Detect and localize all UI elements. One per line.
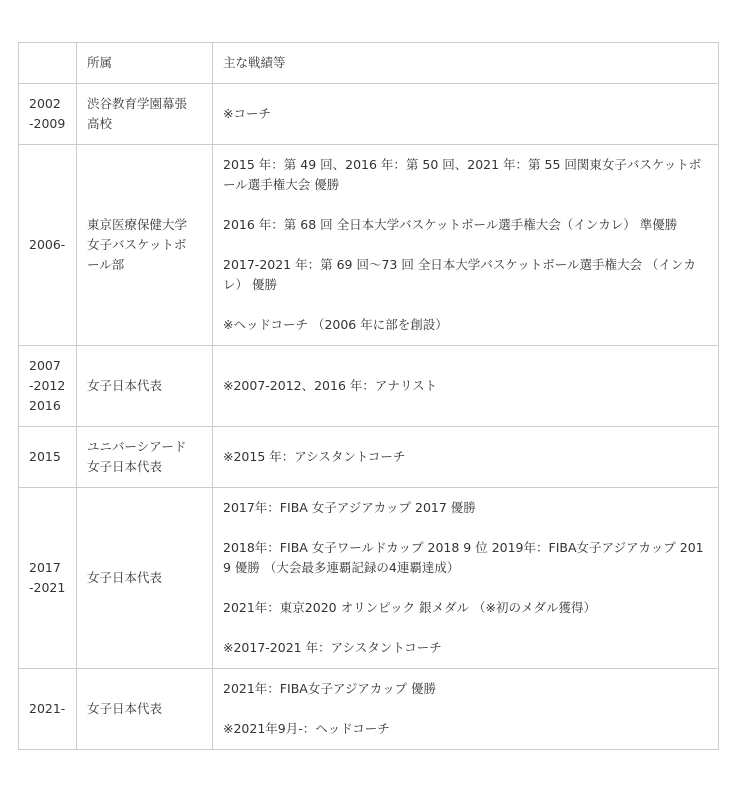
year-line: 2007 bbox=[29, 358, 61, 373]
achievement-paragraph bbox=[223, 315, 708, 335]
achievement-line: ※ヘッドコーチ （2006 年に部を創設） bbox=[223, 317, 448, 332]
year-line: 2006- bbox=[29, 237, 66, 252]
year-line: 2016 bbox=[29, 398, 61, 413]
achievement-line: ※2021年9月-：ヘッドコーチ bbox=[223, 721, 390, 736]
achievement-line: 2016 年：第 68 回 全日本大学バスケットボール選手権大会（インカレ） 準優勝 bbox=[223, 217, 678, 232]
table-row bbox=[19, 346, 719, 427]
year-cell bbox=[19, 84, 77, 145]
achievement-line: 2021年：FIBA女子アジアカップ 優勝 bbox=[223, 681, 437, 696]
achievement-line: ール選手権大会 優勝 bbox=[223, 177, 340, 192]
achievements-cell bbox=[213, 84, 719, 145]
achievement-paragraph bbox=[223, 255, 708, 295]
year-cell bbox=[19, 669, 77, 750]
achievement-line: 2018年：FIBA 女子ワールドカップ 2018 9 位 2019年：FIBA女子アジアカップ 201 bbox=[223, 540, 704, 555]
affiliation-cell bbox=[77, 669, 213, 750]
achievement-line: レ） 優勝 bbox=[223, 277, 277, 292]
achievement-paragraph bbox=[223, 215, 708, 235]
year-cell bbox=[19, 346, 77, 427]
achievement-paragraph bbox=[223, 498, 708, 518]
table-row bbox=[19, 427, 719, 488]
table-row bbox=[19, 488, 719, 669]
achievement-paragraph bbox=[223, 638, 708, 658]
affiliation-line: 渋谷教育学園幕張 bbox=[87, 96, 188, 111]
achievement-line: 2021年：東京2020 オリンピック 銀メダル （※初のメダル獲得） bbox=[223, 600, 597, 615]
affiliation-cell bbox=[77, 427, 213, 488]
year-line: 2017 bbox=[29, 560, 61, 575]
header-row bbox=[19, 43, 719, 84]
achievement-paragraph bbox=[223, 447, 708, 467]
achievement-paragraph bbox=[223, 104, 708, 124]
affiliation-line: 女子日本代表 bbox=[87, 701, 163, 716]
affiliation-line: 女子日本代表 bbox=[87, 459, 163, 474]
table-row bbox=[19, 669, 719, 750]
achievement-line: 2017年：FIBA 女子アジアカップ 2017 優勝 bbox=[223, 500, 476, 515]
table-row bbox=[19, 84, 719, 145]
affiliation-cell bbox=[77, 84, 213, 145]
achievement-line: 2017-2021 年：第 69 回〜73 回 全日本大学バスケットボール選手権大会 （インカ bbox=[223, 257, 696, 272]
affiliation-cell bbox=[77, 145, 213, 346]
achievement-line: ※2007-2012、2016 年：アナリスト bbox=[223, 378, 438, 393]
year-line: -2012 bbox=[29, 378, 66, 393]
year-line: 2002 bbox=[29, 96, 61, 111]
achievement-paragraph bbox=[223, 719, 708, 739]
affiliation-line: 女子日本代表 bbox=[87, 570, 163, 585]
achievements-cell bbox=[213, 346, 719, 427]
career-table bbox=[18, 42, 719, 750]
achievements-cell bbox=[213, 669, 719, 750]
achievement-line: 9 優勝 （大会最多連覇記録の4連覇達成） bbox=[223, 560, 460, 575]
affiliation-line: 女子バスケットボ bbox=[87, 237, 187, 252]
year-cell bbox=[19, 427, 77, 488]
year-line: -2021 bbox=[29, 580, 66, 595]
year-line: 2015 bbox=[29, 449, 61, 464]
affiliation-line: 高校 bbox=[87, 116, 113, 131]
year-cell bbox=[19, 488, 77, 669]
achievement-line: ※コーチ bbox=[223, 106, 271, 121]
header-achievements: 主な戦績等 bbox=[213, 43, 719, 84]
achievement-line: ※2015 年：アシスタントコーチ bbox=[223, 449, 406, 464]
achievements-cell bbox=[213, 427, 719, 488]
achievement-paragraph bbox=[223, 598, 708, 618]
achievement-paragraph bbox=[223, 155, 708, 195]
affiliation-line: ール部 bbox=[87, 257, 125, 272]
achievements-cell bbox=[213, 488, 719, 669]
affiliation-line: 女子日本代表 bbox=[87, 378, 163, 393]
affiliation-line: 東京医療保健大学 bbox=[87, 217, 188, 232]
table-row bbox=[19, 145, 719, 346]
achievement-line: 2015 年：第 49 回、2016 年：第 50 回、2021 年：第 55 回関東女子バスケットボ bbox=[223, 157, 702, 172]
year-line: -2009 bbox=[29, 116, 66, 131]
year-cell bbox=[19, 145, 77, 346]
affiliation-cell bbox=[77, 346, 213, 427]
header-affiliation: 所属 bbox=[77, 43, 213, 84]
achievement-line: ※2017-2021 年：アシスタントコーチ bbox=[223, 640, 442, 655]
header-year bbox=[19, 43, 77, 84]
year-line: 2021- bbox=[29, 701, 66, 716]
achievement-paragraph bbox=[223, 538, 708, 578]
achievements-cell bbox=[213, 145, 719, 346]
affiliation-cell bbox=[77, 488, 213, 669]
achievement-paragraph bbox=[223, 376, 708, 396]
achievement-paragraph bbox=[223, 679, 708, 699]
career-table-body bbox=[19, 84, 719, 750]
affiliation-line: ユニバーシアード bbox=[87, 439, 187, 454]
